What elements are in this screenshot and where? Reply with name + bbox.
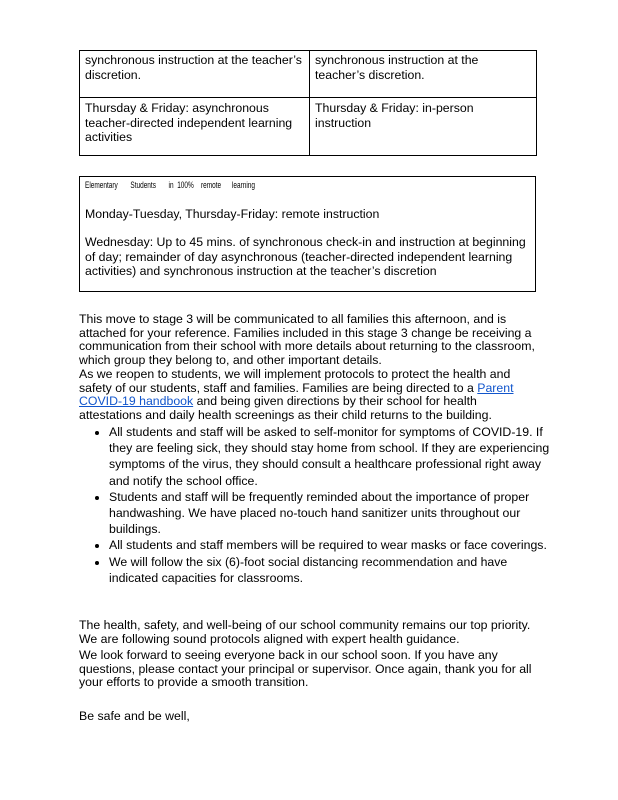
table-row (80, 51, 537, 98)
list-item: • We will follow the six (6)-foot social distancing recommendation and have indicated capacities for classrooms. (109, 554, 554, 586)
elementary-remote-box (79, 176, 536, 292)
table-row (80, 98, 537, 156)
elementary-schedule-line: Monday-Tuesday, Thursday-Friday: remote instruction (85, 207, 380, 221)
safety-bullet-list (93, 424, 554, 586)
closing-paragraph: We look forward to seeing everyone back in our school soon. If you have any questions, please contact your principal or supervisor. Once again, thank you for all your efforts to provide a smooth transition. (79, 648, 532, 689)
reopen-text-after: and being given directions by their school for health attestations and daily health screenings as their child returns to the building. (79, 394, 492, 422)
table-cell: synchronous instruction at the teacher’s discretion. (80, 51, 310, 98)
parent-handbook-link[interactable]: Parent COVID-19 handbook (79, 380, 514, 408)
list-item: • All students and staff will be asked to self-monitor for symptoms of COVID-19. If they are feeling sick, they should stay home from school. If they are experiencing symptoms of the virus, they should consult a healthcare professional right away and notify the school office. (109, 424, 554, 489)
elementary-wednesday-text: Wednesday: Up to 45 mins. of synchronous check-in and instruction at beginning of day; remainder of day asynchronous (teacher-directed independent learning activities) and synchronous instruction at the teacher’s discretion (85, 235, 526, 278)
table-cell: Thursday & Friday: in-person instruction (310, 98, 537, 156)
table-cell: Thursday & Friday: asynchronous teacher-directed independent learning activities (80, 98, 310, 156)
table-cell: synchronous instruction at the teacher’s discretion. (310, 51, 537, 98)
reopen-text-before: As we reopen to students, we will implement protocols to protect the health and safety of our students, staff and families. Families are being directed to a (79, 367, 511, 395)
priority-paragraph: The health, safety, and well-being of our school community remains our top priority. We are following sound protocols aligned with expert health guidance. (79, 618, 531, 646)
elementary-heading: Elementary Students in 100% remote learning (85, 180, 256, 190)
signoff-text: Be safe and be well, (79, 709, 190, 723)
stage3-paragraph: This move to stage 3 will be communicated to all families this afternoon, and is attached for your reference. Families included in this stage 3 change be receiving a communication from their school with more details about returning to the classroom, which group they belong to, and other important details. (79, 312, 535, 367)
reopen-paragraph (79, 368, 539, 422)
schedule-table (79, 50, 537, 156)
list-item: • All students and staff members will be required to wear masks or face coverings. (109, 537, 554, 553)
list-item: • Students and staff will be frequently reminded about the importance of proper handwashing. We have placed no-touch hand sanitizer units throughout our buildings. (109, 489, 554, 538)
